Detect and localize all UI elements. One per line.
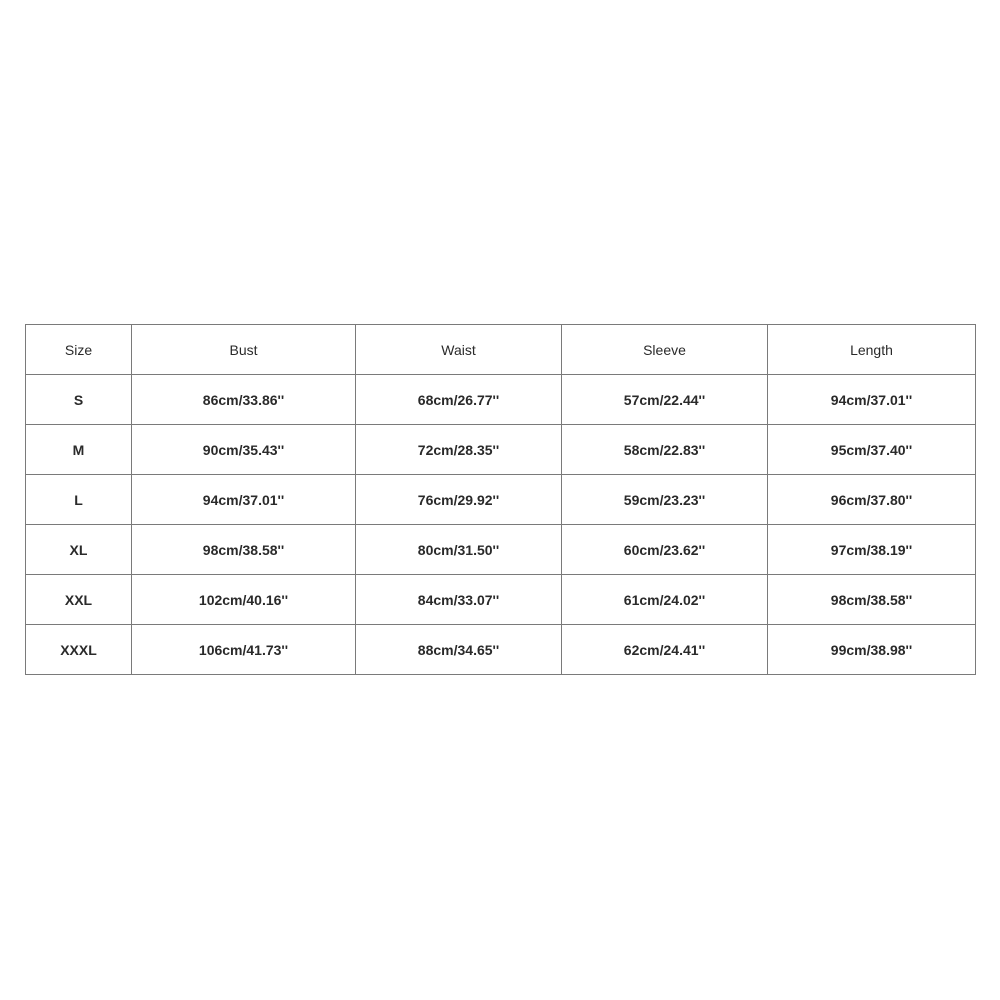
bust-cell: 94cm/37.01'' xyxy=(132,475,356,525)
sleeve-cell: 60cm/23.62'' xyxy=(562,525,768,575)
size-cell: XXXL xyxy=(26,625,132,675)
waist-cell: 76cm/29.92'' xyxy=(356,475,562,525)
table-row xyxy=(26,625,976,675)
waist-cell: 68cm/26.77'' xyxy=(356,375,562,425)
sleeve-cell: 59cm/23.23'' xyxy=(562,475,768,525)
header-bust: Bust xyxy=(132,325,356,375)
waist-cell: 72cm/28.35'' xyxy=(356,425,562,475)
size-chart-table xyxy=(25,324,976,675)
table-row xyxy=(26,575,976,625)
waist-cell: 80cm/31.50'' xyxy=(356,525,562,575)
length-cell: 97cm/38.19'' xyxy=(768,525,976,575)
sleeve-cell: 62cm/24.41'' xyxy=(562,625,768,675)
size-cell: XXL xyxy=(26,575,132,625)
size-cell: M xyxy=(26,425,132,475)
waist-cell: 84cm/33.07'' xyxy=(356,575,562,625)
waist-cell: 88cm/34.65'' xyxy=(356,625,562,675)
header-waist: Waist xyxy=(356,325,562,375)
bust-cell: 106cm/41.73'' xyxy=(132,625,356,675)
size-cell: L xyxy=(26,475,132,525)
header-size: Size xyxy=(26,325,132,375)
length-cell: 98cm/38.58'' xyxy=(768,575,976,625)
sleeve-cell: 58cm/22.83'' xyxy=(562,425,768,475)
header-length: Length xyxy=(768,325,976,375)
bust-cell: 90cm/35.43'' xyxy=(132,425,356,475)
table-row xyxy=(26,425,976,475)
length-cell: 96cm/37.80'' xyxy=(768,475,976,525)
sleeve-cell: 61cm/24.02'' xyxy=(562,575,768,625)
header-row xyxy=(26,325,976,375)
table-row xyxy=(26,375,976,425)
length-cell: 99cm/38.98'' xyxy=(768,625,976,675)
bust-cell: 102cm/40.16'' xyxy=(132,575,356,625)
size-cell: XL xyxy=(26,525,132,575)
bust-cell: 98cm/38.58'' xyxy=(132,525,356,575)
length-cell: 95cm/37.40'' xyxy=(768,425,976,475)
bust-cell: 86cm/33.86'' xyxy=(132,375,356,425)
size-cell: S xyxy=(26,375,132,425)
sleeve-cell: 57cm/22.44'' xyxy=(562,375,768,425)
header-sleeve: Sleeve xyxy=(562,325,768,375)
table-row xyxy=(26,525,976,575)
table-row xyxy=(26,475,976,525)
length-cell: 94cm/37.01'' xyxy=(768,375,976,425)
